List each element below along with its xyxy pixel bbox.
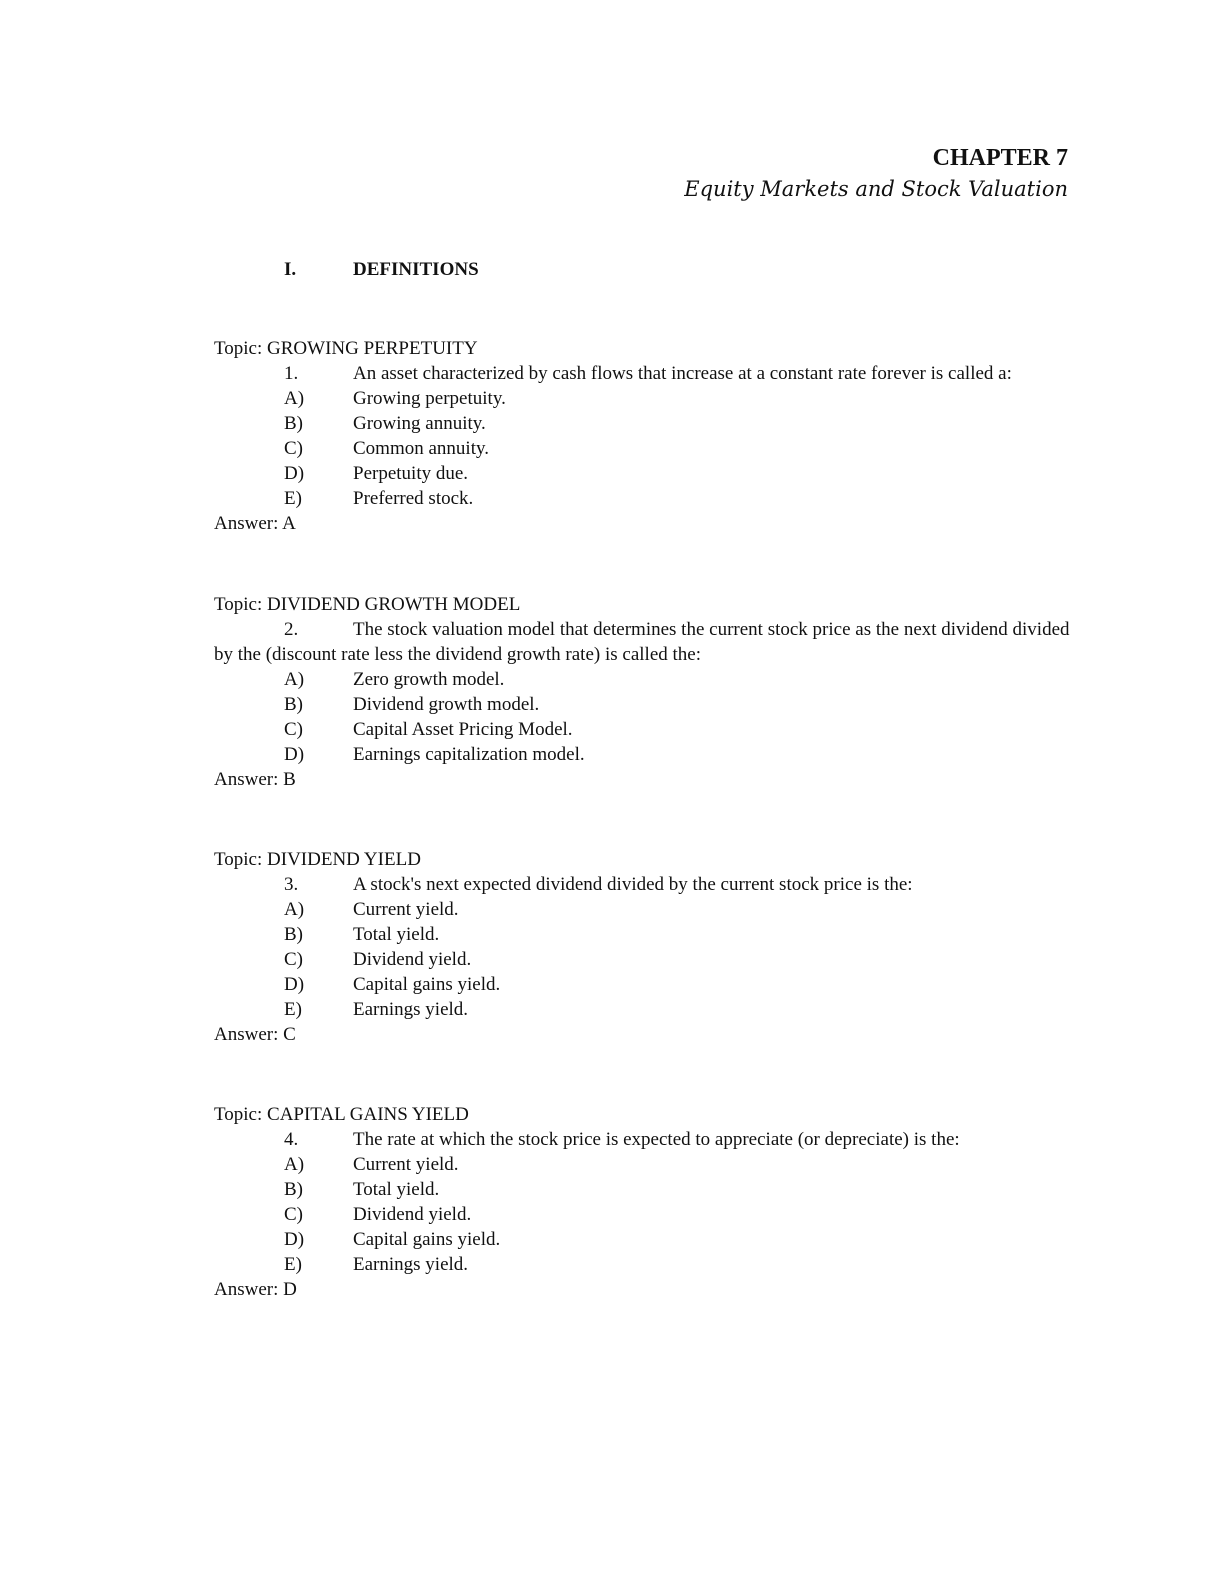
question-text: A stock's next expected dividend divided by the current stock price is the: [353,874,913,895]
option-label: E) [284,999,302,1020]
option-label: A) [284,1154,305,1175]
question-text: The stock valuation model that determines the current stock price as the next dividend divided by the (discount rate less the dividend growth rate) is called the: [214,619,1070,665]
chapter-title: CHAPTER 7 [932,145,1068,171]
answer-option [214,461,1074,486]
question-topic: Topic: DIVIDEND YIELD [214,849,421,870]
option-text: Growing annuity. [353,413,486,434]
option-text: Capital gains yield. [353,974,501,995]
option-label: C) [284,1204,303,1225]
question-stem [214,1127,1074,1152]
option-text: Current yield. [353,1154,459,1175]
question-stem [214,872,1074,897]
question-number: 2. [284,619,299,640]
answer-key: Answer: B [214,769,296,790]
option-label: D) [284,463,305,484]
answer-option [214,922,1074,947]
option-label: B) [284,413,303,434]
question-number: 1. [284,363,299,384]
option-label: A) [284,899,305,920]
option-label: C) [284,438,303,459]
option-text: Earnings capitalization model. [353,744,585,765]
option-text: Earnings yield. [353,999,469,1020]
option-label: D) [284,974,305,995]
answer-option [214,1227,1074,1252]
answer-option [214,667,1074,692]
option-text: Total yield. [353,1179,440,1200]
answer-option [214,411,1074,436]
answer-option [214,717,1074,742]
question-text: An asset characterized by cash flows that increase at a constant rate forever is called a: [353,363,1012,384]
answer-option [214,692,1074,717]
question-list [214,336,1074,1357]
answer-key: Answer: A [214,513,296,534]
question-number: 4. [284,1129,299,1150]
option-text: Total yield. [353,924,440,945]
question-topic: Topic: DIVIDEND GROWTH MODEL [214,594,521,615]
option-text: Earnings yield. [353,1254,469,1275]
question-number: 3. [284,874,299,895]
section-title: DEFINITIONS [353,259,479,280]
answer-option [214,972,1074,997]
option-text: Dividend yield. [353,949,472,970]
answer-option [214,897,1074,922]
question-item [214,592,1074,792]
answer-option [214,742,1074,767]
option-label: C) [284,719,303,740]
option-label: D) [284,1229,305,1250]
question-topic: Topic: GROWING PERPETUITY [214,338,478,359]
option-text: Dividend yield. [353,1204,472,1225]
option-label: A) [284,669,305,690]
answer-option [214,1202,1074,1227]
answer-key: Answer: D [214,1279,297,1300]
chapter-header [684,142,1068,204]
answer-option [214,1177,1074,1202]
question-item [214,1102,1074,1302]
question-stem [214,361,1074,386]
option-text: Common annuity. [353,438,489,459]
option-label: A) [284,388,305,409]
option-text: Current yield. [353,899,459,920]
answer-option [214,486,1074,511]
option-text: Capital gains yield. [353,1229,501,1250]
option-text: Preferred stock. [353,488,474,509]
answer-option [214,947,1074,972]
option-text: Perpetuity due. [353,463,469,484]
section-heading [284,256,479,284]
option-text: Growing perpetuity. [353,388,506,409]
option-label: B) [284,694,303,715]
option-label: D) [284,744,305,765]
answer-option [214,997,1074,1022]
question-stem [214,617,1074,667]
option-label: E) [284,1254,302,1275]
option-text: Dividend growth model. [353,694,540,715]
question-text: The rate at which the stock price is expected to appreciate (or depreciate) is the: [353,1129,960,1150]
option-label: B) [284,1179,303,1200]
question-item [214,847,1074,1047]
answer-option [214,386,1074,411]
answer-option [214,436,1074,461]
option-label: B) [284,924,303,945]
answer-key: Answer: C [214,1024,296,1045]
option-label: E) [284,488,302,509]
answer-option [214,1252,1074,1277]
question-item [214,336,1074,536]
section-number: I. [284,259,297,280]
option-text: Capital Asset Pricing Model. [353,719,573,740]
answer-option [214,1152,1074,1177]
chapter-subtitle: Equity Markets and Stock Valuation [684,177,1068,201]
question-topic: Topic: CAPITAL GAINS YIELD [214,1104,469,1125]
option-text: Zero growth model. [353,669,505,690]
option-label: C) [284,949,303,970]
